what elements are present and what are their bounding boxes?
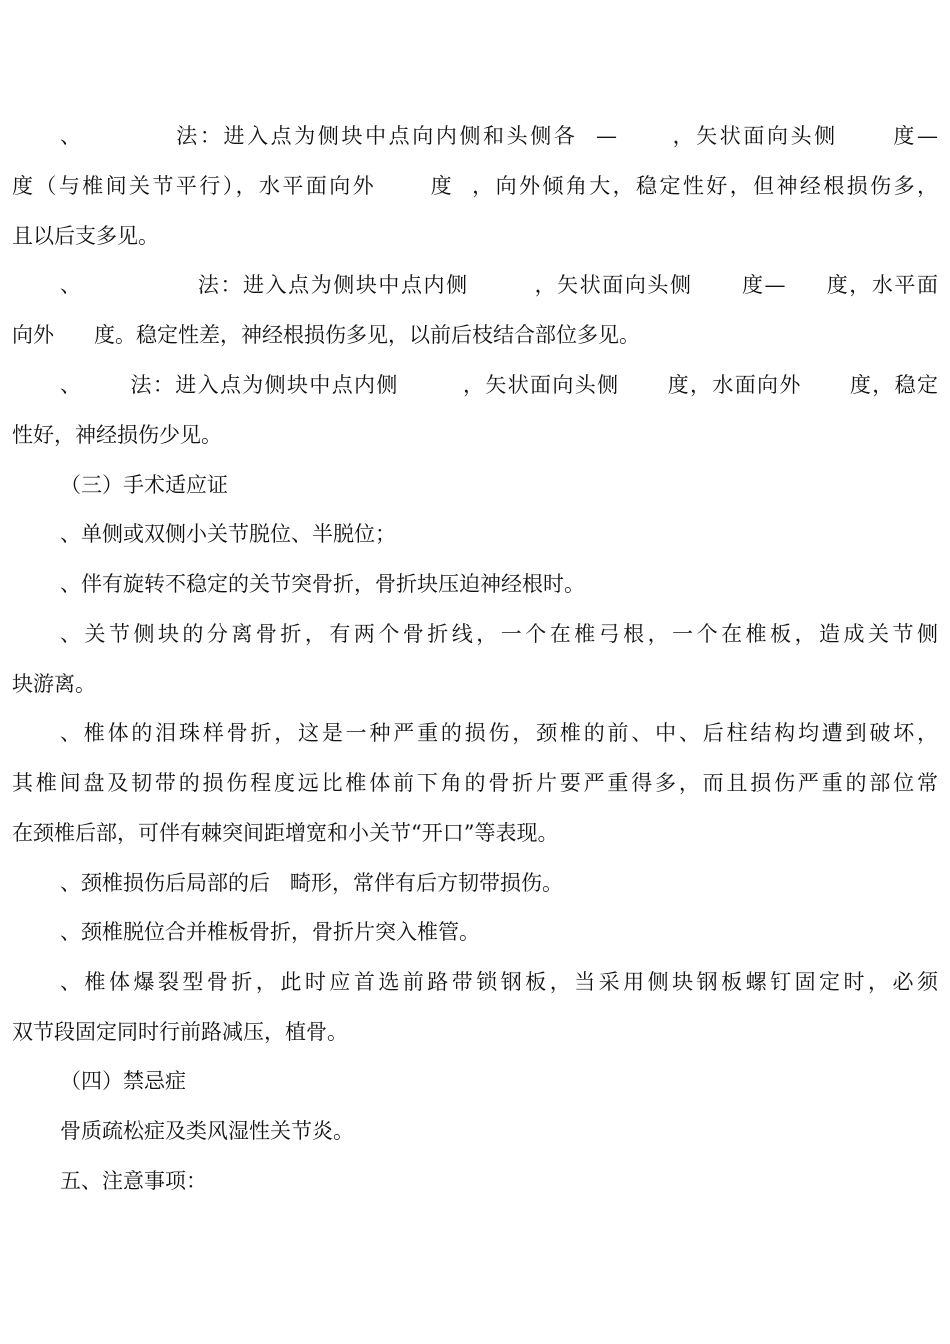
section-heading: （三）手术适应证 bbox=[60, 473, 228, 497]
list-item: 、椎体的泪珠样骨折，这是一种严重的损伤，颈椎的前、中、后柱结构均遭到破坏， bbox=[60, 721, 938, 745]
paragraph-line: 性好，神经损伤少见。 bbox=[12, 423, 222, 447]
paragraph-line: 双节段固定同时行前路减压，植骨。 bbox=[12, 1020, 348, 1044]
paragraph-line: 块游离。 bbox=[12, 672, 96, 696]
list-item: 、关节侧块的分离骨折，有两个骨折线，一个在椎弓根，一个在椎板，造成关节侧 bbox=[60, 622, 938, 646]
paragraph-line: 向外 度。稳定性差，神经根损伤多见，以前后枝结合部位多见。 bbox=[12, 323, 641, 347]
section-heading: （四）禁忌症 bbox=[60, 1069, 186, 1093]
section-heading: 五、注意事项： bbox=[60, 1169, 207, 1193]
list-item: 、颈椎脱位合并椎板骨折，骨折片突入椎管。 bbox=[60, 920, 480, 944]
paragraph-line: 、 法：进入点为侧块中点内侧 ，矢状面向头侧 度— 度，水平面 bbox=[60, 273, 938, 297]
list-item: 、颈椎损伤后局部的后 畸形，常伴有后方韧带损伤。 bbox=[60, 871, 564, 895]
list-item: 、伴有旋转不稳定的关节突骨折，骨折块压迫神经根时。 bbox=[60, 572, 585, 596]
list-item: 、椎体爆裂型骨折，此时应首选前路带锁钢板，当采用侧块钢板螺钉固定时，必须 bbox=[60, 970, 938, 994]
paragraph-line: 在颈椎后部，可伴有棘突间距增宽和小关节“开口”等表现。 bbox=[12, 821, 559, 845]
paragraph-line: 骨质疏松症及类风湿性关节炎。 bbox=[60, 1119, 354, 1143]
list-item: 、单侧或双侧小关节脱位、半脱位； bbox=[60, 522, 396, 546]
paragraph-line: 、 法：进入点为侧块中点向内侧和头侧各 — ，矢状面向头侧 度— bbox=[60, 124, 938, 148]
paragraph-line: 其椎间盘及韧带的损伤程度远比椎体前下角的骨折片要严重得多，而且损伤严重的部位常 bbox=[12, 771, 938, 795]
paragraph-line: 且以后支多见。 bbox=[12, 224, 159, 248]
paragraph-line: 、 法：进入点为侧块中点内侧 ，矢状面向头侧 度，水面向外 度，稳定 bbox=[60, 373, 938, 397]
paragraph-line: 度（与椎间关节平行），水平面向外 度 ，向外倾角大，稳定性好，但神经根损伤多， bbox=[12, 174, 938, 198]
